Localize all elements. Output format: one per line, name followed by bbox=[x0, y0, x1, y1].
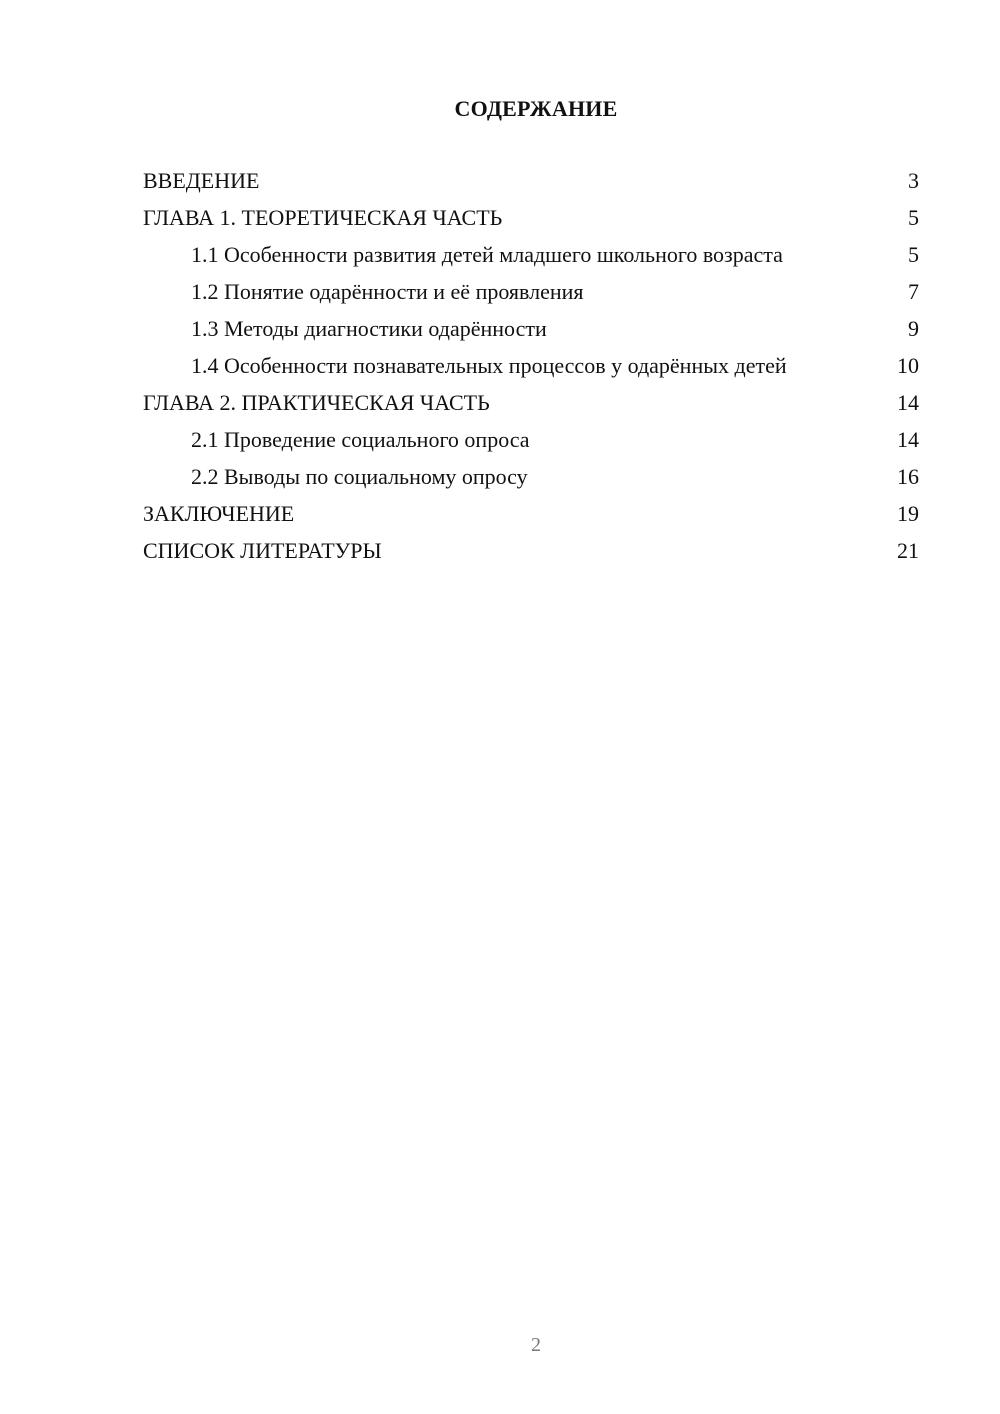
toc-entry-label: ЗАКЛЮЧЕНИЕ bbox=[143, 501, 295, 526]
toc-title: СОДЕРЖАНИЕ bbox=[454, 96, 618, 121]
toc-entry-page: 5 bbox=[908, 205, 919, 230]
table-of-contents bbox=[143, 168, 919, 564]
toc-entry-page: 7 bbox=[908, 279, 919, 304]
toc-entry-label: ВВЕДЕНИЕ bbox=[143, 168, 260, 193]
toc-entry-page: 10 bbox=[897, 353, 919, 378]
toc-entry-chapter-2[interactable] bbox=[143, 390, 919, 416]
toc-entry-introduction[interactable] bbox=[143, 168, 919, 194]
toc-entry-label: 2.1 Проведение социального опроса bbox=[191, 427, 530, 452]
toc-entry-section-1-4[interactable] bbox=[143, 353, 919, 379]
toc-entry-section-1-3[interactable] bbox=[143, 316, 919, 342]
toc-entry-label: 2.2 Выводы по социальному опросу bbox=[191, 464, 528, 489]
toc-entry-page: 5 bbox=[908, 242, 919, 267]
toc-entry-section-2-2[interactable] bbox=[143, 464, 919, 490]
toc-entry-label: 1.1 Особенности развития детей младшего школьного возраста bbox=[191, 242, 783, 267]
toc-entry-page: 9 bbox=[908, 316, 919, 341]
toc-entry-page: 19 bbox=[897, 501, 919, 526]
toc-entry-section-2-1[interactable] bbox=[143, 427, 919, 453]
toc-entry-label: 1.2 Понятие одарённости и её проявления bbox=[191, 279, 584, 304]
toc-entry-label: ГЛАВА 2. ПРАКТИЧЕСКАЯ ЧАСТЬ bbox=[143, 390, 490, 415]
toc-entry-label: ГЛАВА 1. ТЕОРЕТИЧЕСКАЯ ЧАСТЬ bbox=[143, 205, 503, 230]
toc-entry-label: 1.4 Особенности познавательных процессов у одарённых детей bbox=[191, 353, 787, 378]
toc-entry-section-1-1[interactable] bbox=[143, 242, 919, 268]
toc-entry-page: 21 bbox=[897, 538, 919, 563]
page-number: 2 bbox=[531, 1334, 541, 1356]
toc-entry-page: 14 bbox=[897, 427, 919, 452]
toc-entry-page: 14 bbox=[897, 390, 919, 415]
toc-entry-page: 3 bbox=[908, 168, 919, 193]
toc-entry-chapter-1[interactable] bbox=[143, 205, 919, 231]
toc-entry-section-1-2[interactable] bbox=[143, 279, 919, 305]
toc-entry-references[interactable] bbox=[143, 538, 919, 564]
toc-entry-label: 1.3 Методы диагностики одарённости bbox=[191, 316, 547, 341]
toc-entry-page: 16 bbox=[897, 464, 919, 489]
toc-entry-label: СПИСОК ЛИТЕРАТУРЫ bbox=[143, 538, 382, 563]
toc-entry-conclusion[interactable] bbox=[143, 501, 919, 527]
